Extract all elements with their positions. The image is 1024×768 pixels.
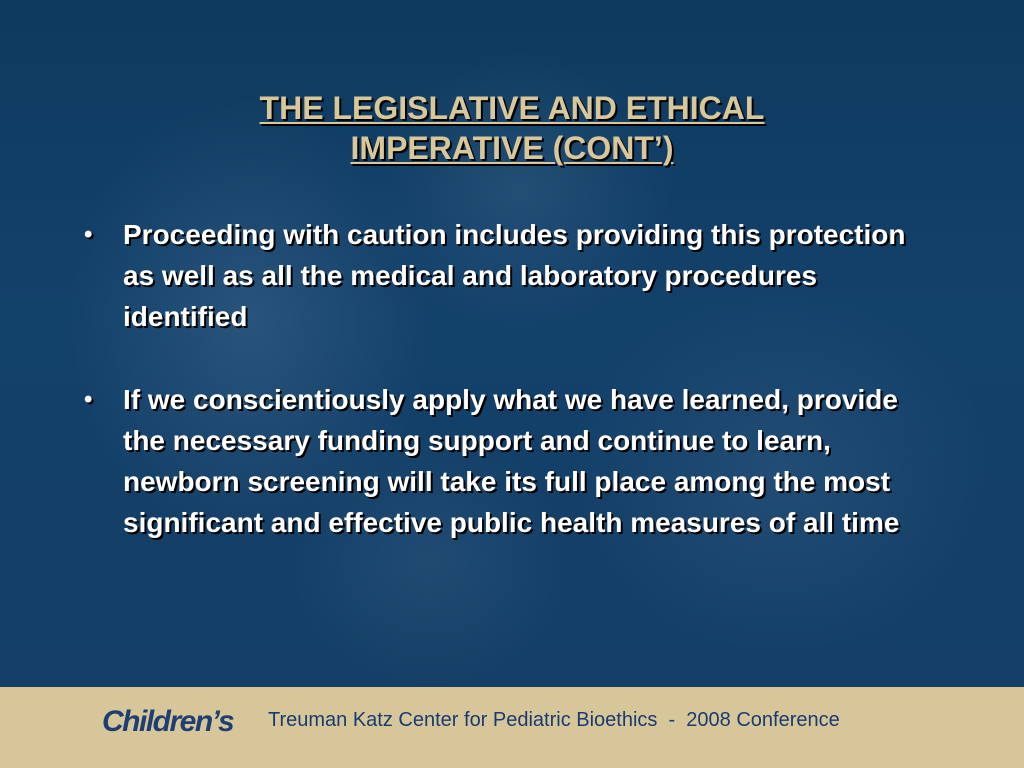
title-line-2: IMPERATIVE (CONT’) — [350, 130, 674, 166]
childrens-logo: Children’s — [102, 705, 234, 738]
bullet-icon: • — [84, 221, 93, 248]
bullet-item-2 — [84, 379, 914, 543]
bullet-item-1 — [84, 214, 914, 337]
footer-band — [0, 687, 1024, 768]
bullet-text-1: Proceeding with caution includes providing this protection as well as all the medical and laboratory procedures identified — [123, 219, 906, 332]
bullet-icon: • — [84, 386, 93, 413]
bullet-text-2: If we conscientiously apply what we have learned, provide the necessary funding support and continue to learn, newborn screening will take its full place among the most significant and effective public health measures of all time — [123, 384, 900, 538]
footer-caption: Treuman Katz Center for Pediatric Bioethics - 2008 Conference — [268, 709, 840, 731]
title-line-1: THE LEGISLATIVE AND ETHICAL — [259, 90, 765, 126]
slide-title — [150, 88, 874, 168]
bullet-list — [84, 214, 914, 585]
